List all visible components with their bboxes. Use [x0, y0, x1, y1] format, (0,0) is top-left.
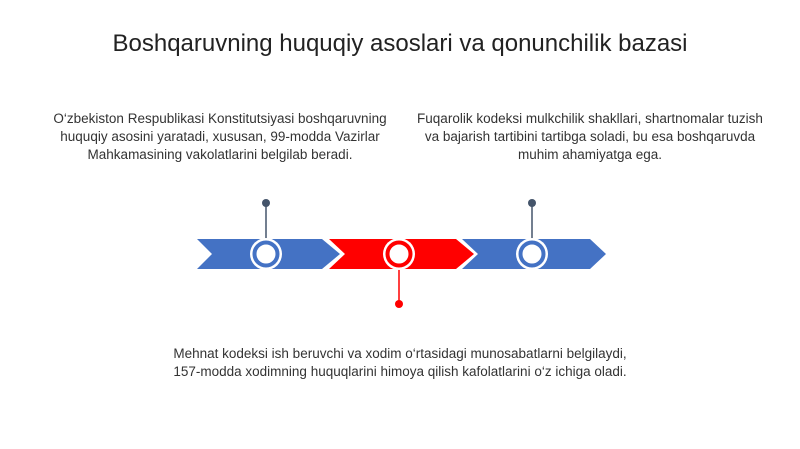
slide-title: Boshqaruvning huquqiy asoslari va qonunchilik bazasi: [112, 30, 688, 57]
text-block-civil-code: Fuqarolik kodeksi mulkchilik shakllari, shartnomalar tuzish va bajarish tartibini tartibga soladi, bu esa boshqaruvda muhim ahamiyatga ega.: [417, 111, 763, 162]
timeline-node-ring-3: [521, 243, 544, 266]
timeline-node-ring-2: [388, 243, 411, 266]
pin-dot-3: [528, 199, 536, 207]
timeline-node-ring-1: [255, 243, 278, 266]
text-block-labor-code: Mehnat kodeksi ish beruvchi va xodim o‘rtasidagi munosabatlarni belgilaydi, 157-modda xodimning huquqlarini himoya qilish kafolatlarini o‘z ichiga oladi.: [173, 346, 627, 379]
pin-dot-2: [395, 300, 403, 308]
pin-dot-1: [262, 199, 270, 207]
text-block-constitution: O‘zbekiston Respublikasi Konstitutsiyasi boshqaruvning huquqiy asosini yaratadi, xususan, 99-modda Vazirlar Mahkamasining vakolatlarini belgilab beradi.: [53, 111, 387, 162]
